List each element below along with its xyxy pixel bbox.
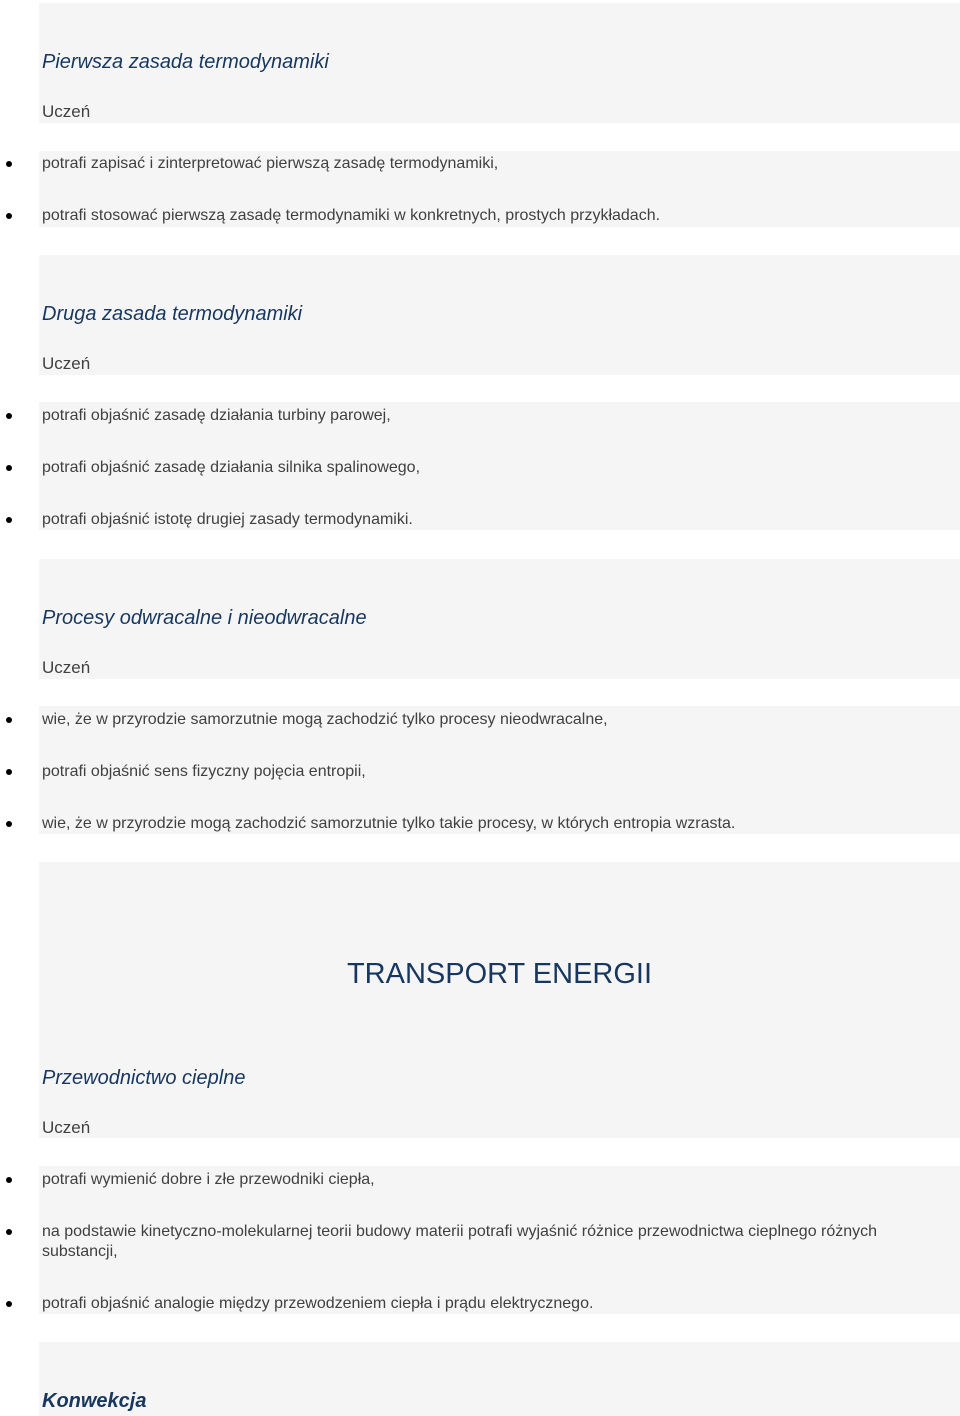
bullet-icon	[6, 161, 12, 167]
bullet-icon	[6, 717, 12, 723]
list-item-text: potrafi objaśnić zasadę działania turbiny parowej,	[42, 407, 391, 424]
section-title: Pierwsza zasada termodynamiki	[42, 51, 329, 73]
list-item-text: potrafi wymienić dobre i złe przewodniki ciepła,	[42, 1171, 375, 1188]
bullet-icon	[6, 465, 12, 471]
bullet-icon	[6, 413, 12, 419]
section-header-panel	[39, 1342, 960, 1416]
section-title: Druga zasada termodynamiki	[42, 303, 303, 325]
list-item-text: wie, że w przyrodzie mogą zachodzić samorzutnie tylko takie procesy, w których entropia wzrasta.	[42, 815, 736, 832]
list-item-text: potrafi stosować pierwszą zasadę termodynamiki w konkretnych, prostych przykładach.	[42, 207, 661, 224]
student-label: Uczeń	[42, 102, 91, 121]
student-label: Uczeń	[42, 1118, 91, 1137]
bullet-icon	[6, 517, 12, 523]
list-item-text: potrafi objaśnić istotę drugiej zasady termodynamiki.	[42, 511, 413, 528]
list-item-text: na podstawie kinetyczno-molekularnej teorii budowy materii potrafi wyjaśnić różnice przewodnictwa cieplnego różnych substancji,	[42, 1223, 878, 1260]
bullet-icon	[6, 213, 12, 219]
section-title: Procesy odwracalne i nieodwracalne	[42, 607, 367, 629]
section-title: Konwekcja	[42, 1390, 147, 1412]
list-item-text: potrafi objaśnić analogie między przewodzeniem ciepła i prądu elektrycznego.	[42, 1295, 594, 1312]
bullet-icon	[6, 1301, 12, 1307]
bullet-icon	[6, 1229, 12, 1235]
list-item-text: potrafi objaśnić sens fizyczny pojęcia entropii,	[42, 763, 366, 780]
bullet-icon	[6, 769, 12, 775]
list-item-text: wie, że w przyrodzie samorzutnie mogą zachodzić tylko procesy nieodwracalne,	[42, 711, 608, 728]
section-title: Przewodnictwo cieplne	[42, 1067, 246, 1089]
bullet-icon	[6, 1177, 12, 1183]
chapter-heading: TRANSPORT ENERGII	[346, 958, 653, 990]
student-label: Uczeń	[42, 354, 91, 373]
bullet-icon	[6, 821, 12, 827]
list-item-text: potrafi objaśnić zasadę działania silnika spalinowego,	[42, 459, 421, 476]
student-label: Uczeń	[42, 658, 91, 677]
list-item-text: potrafi zapisać i zinterpretować pierwszą zasadę termodynamiki,	[42, 155, 499, 172]
chapter-header-panel	[39, 862, 960, 1138]
